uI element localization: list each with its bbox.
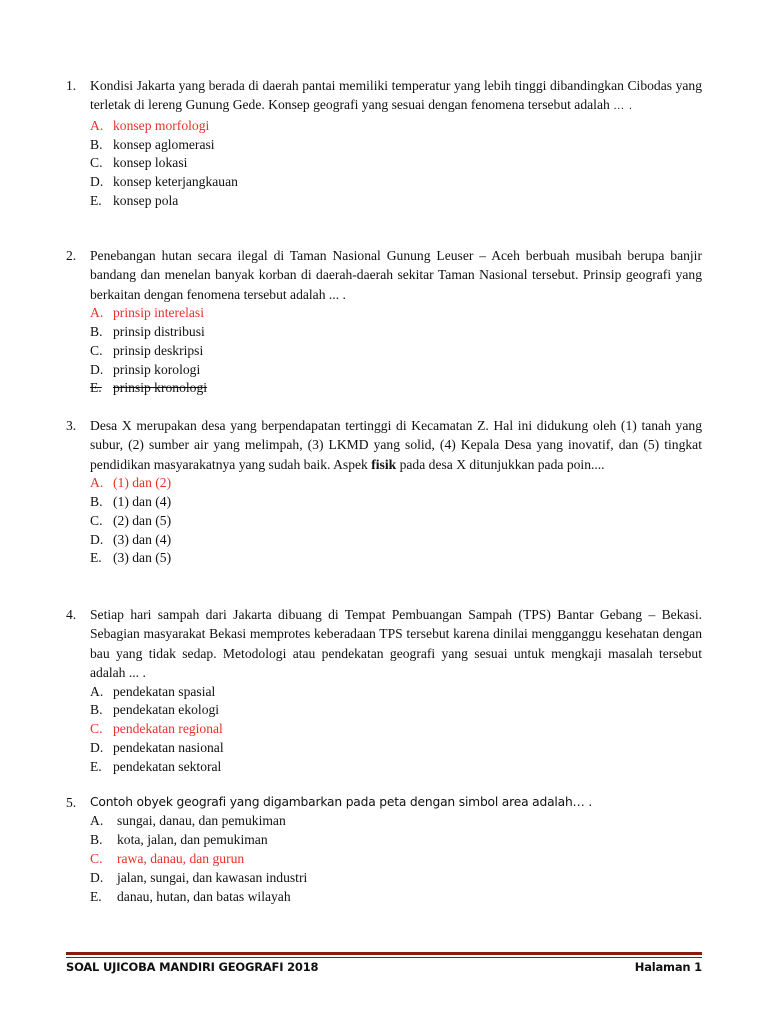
question-text: Contoh obyek geografi yang digambarkan pada peta dengan simbol area adalah… . xyxy=(90,795,593,809)
option-e: E. pendekatan sektoral xyxy=(90,758,222,774)
option-a-correct: A. prinsip interelasi xyxy=(90,305,204,321)
question-number: 2. xyxy=(66,248,77,263)
option-b: B. konsep aglomerasi xyxy=(90,136,215,152)
page-footer xyxy=(66,960,702,974)
question-ellipsis: … . xyxy=(572,795,593,809)
option-c-correct: C. pendekatan regional xyxy=(90,721,223,737)
footer-rule-thick xyxy=(66,952,702,955)
option-a: A. sungai, danau, dan pemukiman xyxy=(90,813,286,829)
option-a: A. pendekatan spasial xyxy=(90,683,216,699)
options-list xyxy=(90,117,702,211)
footer-rule-thin xyxy=(66,957,702,958)
option-d: D. jalan, sungai, dan kawasan industri xyxy=(90,869,308,885)
question-number: 5. xyxy=(66,795,77,810)
question-text: Setiap hari sampah dari Jakarta dibuang di Tempat Pembuangan Sampah (TPS) Bantar Gebang – Bekasi. Sebagian masyarakat Bekasi memprotes keberadaan TPS tersebut karena dinilai mengganggu kesehatan dengan bau yang tidak sedap. Metodologi atau pendekatan geografi yang sesuai untuk mengkaji masalah tersebut adalah ... . xyxy=(90,607,702,681)
page-number: Halaman 1 xyxy=(634,960,702,974)
options-list xyxy=(90,683,702,777)
question-text: Penebangan hutan secara ilegal di Taman Nasional Gunung Leuser – Aceh berbuah musibah berupa banjir bandang dan menelan banyak korban di daerah-daerah sekitar Taman Nasional tersebut. Prinsip geografi yang berkaitan dengan fenomena tersebut adalah ... . xyxy=(90,248,702,302)
question-4 xyxy=(66,605,702,777)
option-a-correct: A. (1) dan (2) xyxy=(90,475,172,491)
question-number: 3. xyxy=(66,418,77,433)
option-b: B. kota, jalan, dan pemukiman xyxy=(90,832,268,848)
option-b: B. pendekatan ekologi xyxy=(90,702,220,718)
options-list xyxy=(90,812,702,906)
question-number: 1. xyxy=(66,78,77,93)
question-3 xyxy=(66,416,702,568)
option-d: D. konsep keterjangkauan xyxy=(90,174,238,190)
footer-title: SOAL UJICOBA MANDIRI GEOGRAFI 2018 xyxy=(66,960,319,974)
options-list xyxy=(90,304,702,398)
option-c: C. (2) dan (5) xyxy=(90,512,172,528)
question-ellipsis: … . xyxy=(613,100,633,113)
option-d: D. prinsip korologi xyxy=(90,361,201,377)
option-e-struck: E. prinsip kronologi xyxy=(90,380,208,396)
option-e: E. (3) dan (5) xyxy=(90,550,172,566)
options-list xyxy=(90,474,702,568)
question-number: 4. xyxy=(66,607,77,622)
option-a-correct: A. konsep morfologi xyxy=(90,117,210,133)
option-d: D. pendekatan nasional xyxy=(90,740,224,756)
option-e: E. konsep pola xyxy=(90,193,179,208)
question-5 xyxy=(66,793,702,906)
option-c-correct: C. rawa, danau, dan gurun xyxy=(90,851,245,866)
option-c: C. konsep lokasi xyxy=(90,155,188,171)
question-1 xyxy=(66,76,702,211)
option-b: B. (1) dan (4) xyxy=(90,494,172,510)
option-c: C. prinsip deskripsi xyxy=(90,342,204,358)
option-b: B. prinsip distribusi xyxy=(90,324,205,340)
option-e: E. danau, hutan, dan batas wilayah xyxy=(90,888,291,904)
question-2 xyxy=(66,246,702,398)
question-text: Desa X merupakan desa yang berpendapatan tertinggi di Kecamatan Z. Hal ini didukung oleh (1) tanah yang subur, (2) sumber air yang melimpah, (3) LKMD yang solid, (4) Kepala Desa yang inovatif, dan (5) tingkat pendidikan masyarakatnya yang sudah baik. Aspek fisik pada desa X ditunjukkan pada poin.... xyxy=(90,418,702,472)
option-d: D. (3) dan (4) xyxy=(90,531,172,547)
bold-keyword: fisik xyxy=(371,456,397,472)
question-text: Kondisi Jakarta yang berada di daerah pantai memiliki temperatur yang lebih tinggi dibandingkan Cibodas yang terletak di lereng Gunung Gede. Konsep geografi yang sesuai dengan fenomena tersebut adalah … . xyxy=(90,78,702,113)
